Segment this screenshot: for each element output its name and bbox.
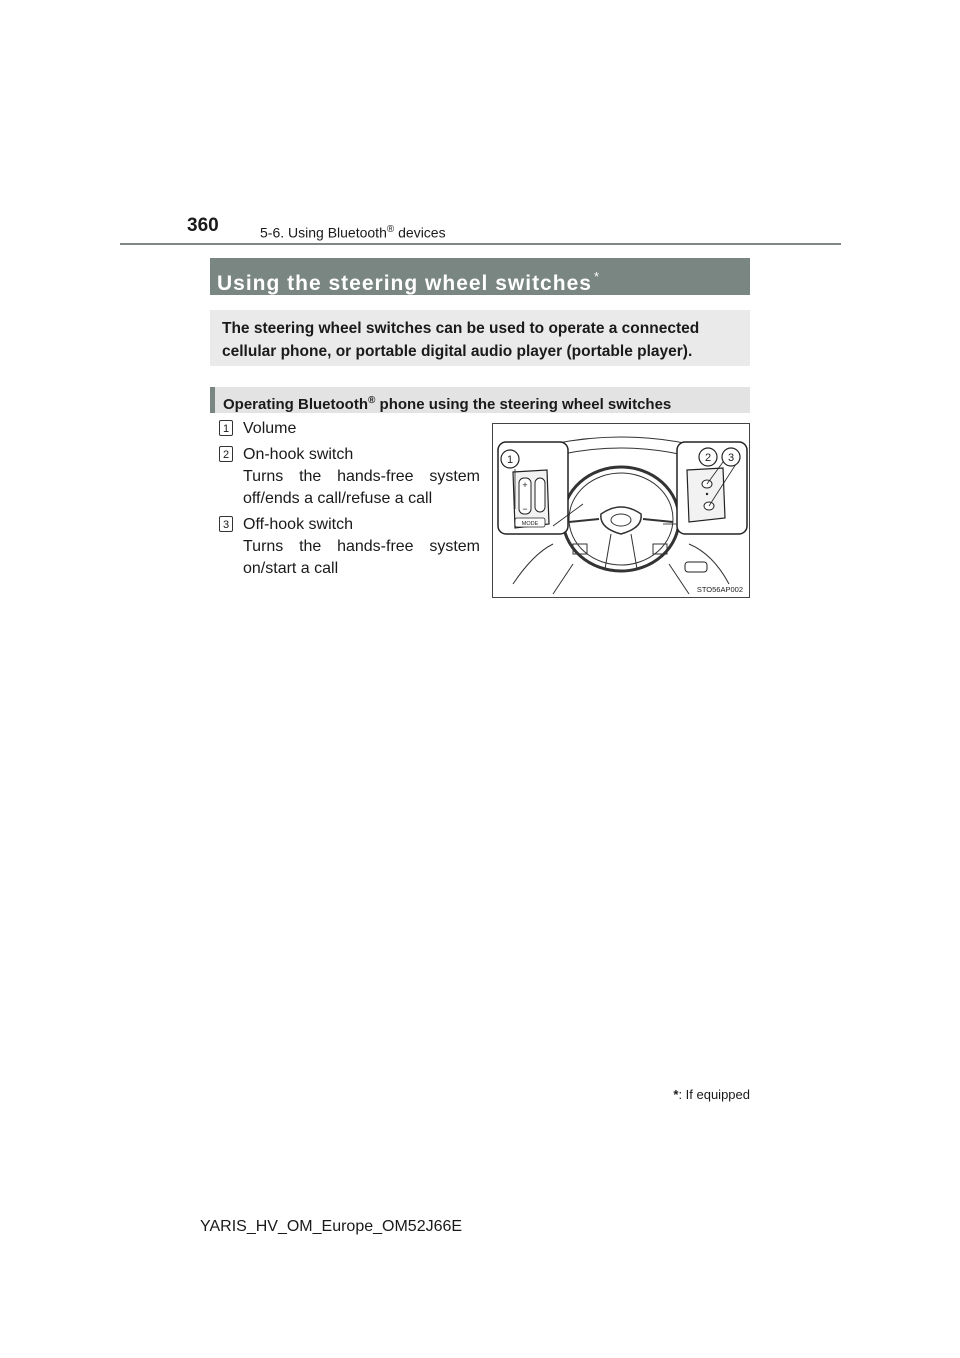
- footnote-text: : If equipped: [678, 1087, 750, 1102]
- page-title-text: Using the steering wheel switches: [217, 272, 592, 295]
- item-label: Off-hook switch: [243, 516, 353, 533]
- subheading-suffix: phone using the steering wheel switches: [375, 396, 672, 413]
- list-item: [243, 444, 480, 510]
- page-title: [210, 258, 750, 295]
- item-label: Volume: [243, 420, 297, 437]
- document-code-footer: YARIS_HV_OM_Europe_OM52J66E: [200, 1218, 463, 1235]
- figure-code: STO56AP002: [696, 585, 743, 594]
- item-number-badge: 1: [219, 420, 233, 436]
- svg-text:3: 3: [727, 452, 735, 464]
- callout-3: [722, 448, 740, 466]
- item-description: Turns the hands-free system on/start a call: [243, 538, 480, 577]
- svg-text:2: 2: [704, 452, 712, 464]
- subheading: [210, 387, 750, 413]
- header-rule: [120, 243, 841, 245]
- callout-1: [501, 450, 519, 468]
- steering-wheel-figure: [492, 423, 750, 598]
- footnote-mark: *: [673, 1087, 679, 1102]
- if-equipped-mark: *: [593, 269, 600, 284]
- intro-text: The steering wheel switches can be used to operate a connected cellular phone, or portable digital audio player (portable player).: [210, 310, 750, 366]
- item-number-badge: 2: [219, 446, 233, 462]
- item-label: On-hook switch: [243, 446, 354, 463]
- list-item: [243, 514, 480, 580]
- subheading-prefix: Operating Bluetooth: [223, 396, 368, 413]
- mode-button-label: MODE: [521, 521, 539, 527]
- list-item: [243, 418, 480, 440]
- page-number: 360: [187, 215, 219, 236]
- section-suffix: devices: [394, 224, 446, 241]
- steering-wheel-illustration: [493, 424, 749, 597]
- registered-mark: ®: [368, 395, 376, 406]
- svg-text:−: −: [522, 504, 528, 514]
- section-title: [260, 220, 446, 243]
- section-prefix: 5-6. Using Bluetooth: [260, 224, 387, 241]
- registered-mark: ®: [386, 224, 395, 235]
- item-number-badge: 3: [219, 516, 233, 532]
- svg-text:+: +: [522, 480, 528, 490]
- item-description: Turns the hands-free system off/ends a call/refuse a call: [243, 468, 480, 507]
- callout-2: [699, 448, 717, 466]
- footnote: [600, 1086, 750, 1104]
- svg-text:1: 1: [506, 454, 514, 466]
